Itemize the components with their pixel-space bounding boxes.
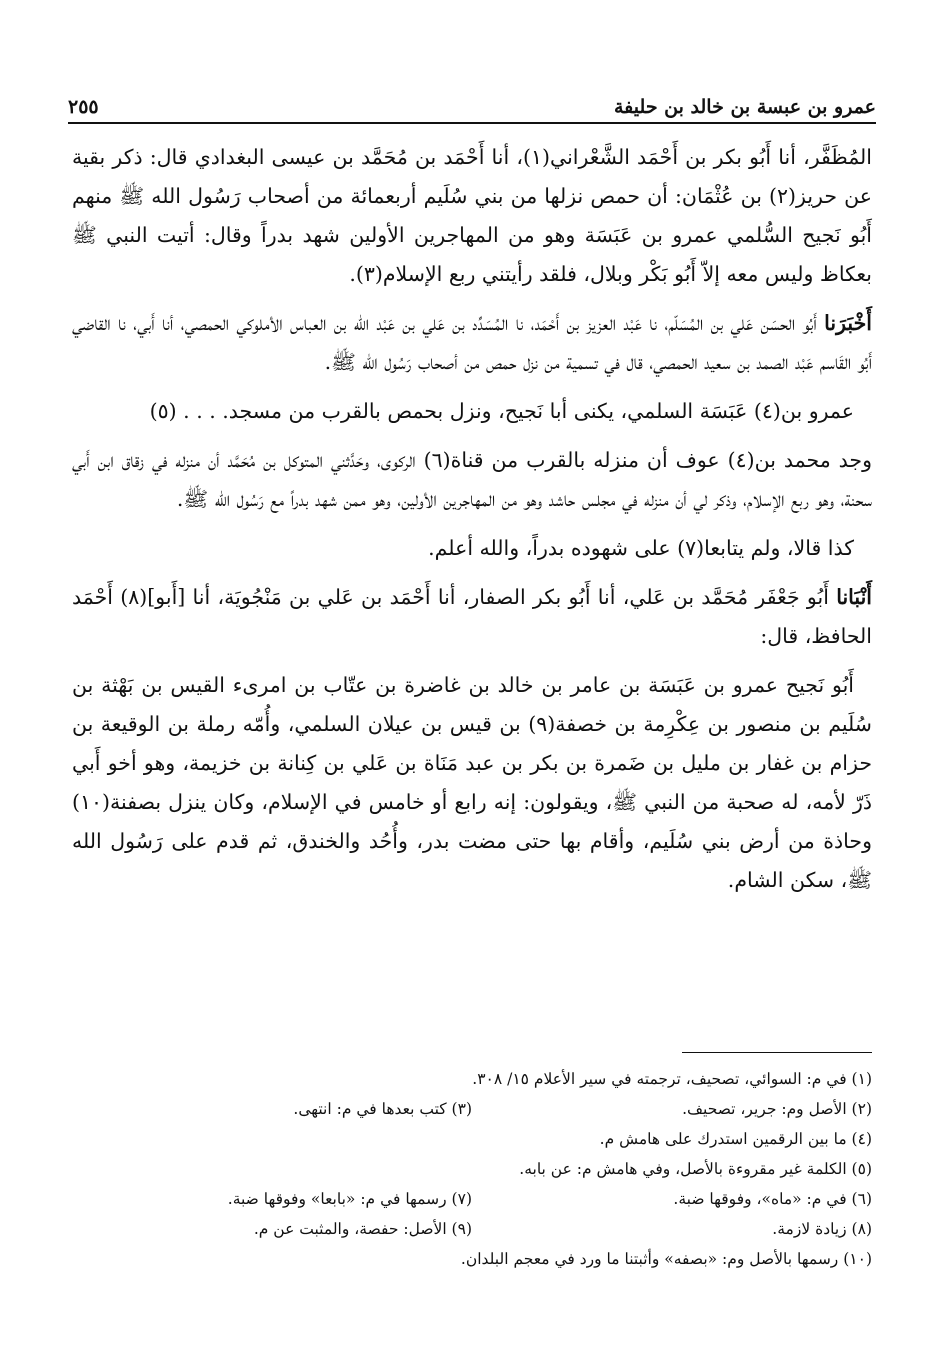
footnote-divider xyxy=(682,1052,872,1053)
main-text xyxy=(72,138,872,910)
footnote-6: (٦) في م: «ماه»، وفوقها ضبة. xyxy=(673,1190,872,1208)
paragraph-text: أَبُو الحسَن عَلي بن المُسَلّم، نا عَبْد العزيز بن أَحْمَد، نا المُسَدِّد بن عَلي بن عَبْد اللّه بن العباس الأملوكي الحمصي، أنا أَبي، نا القاضي أَبُو القَاسم عَبْد الصمد بن سعيد الحمصي، قال في تسمية من نزل حمص من أصحاب رَسُول الله ﷺ. xyxy=(72,311,872,374)
footnote-10: (١٠) رسمها بالأصل وم: «بصفه» وأثبتنا ما ورد في معجم البلدان. xyxy=(460,1250,872,1268)
paragraph-1 xyxy=(72,138,872,294)
paragraph-lead: أَخْبَرَنا xyxy=(824,311,872,335)
footnote-1: (١) في م: السوائي، تصحيف، ترجمته في سير الأعلام ١٥/ ٣٠٨. xyxy=(472,1070,872,1088)
paragraph-lead: أَنْبَانا xyxy=(836,585,872,609)
paragraph-7 xyxy=(72,666,872,900)
page-number: ٢٥٥ xyxy=(68,96,99,118)
paragraph-text: عمرو بن(٤) عَبَسَة السلمي، يكنى أبا نَجيح، ونزل بحمص بالقرب من مسجد. . . . (٥) xyxy=(149,399,854,423)
paragraph-text: وجد محمد بن(٤) عوف أن منزله بالقرب من قناة(٦) الركوى، وحَدَّثني المتوكل بن مُحَمَّد أن منزله في زقاق ابن أَبي سحنة، وهو ربع الإسلام، وذكر لي أن منزله في مجلس حاشد وهو من المهاجرين الأولين، وهو ممن شهد بدراً مع رَسُول الله ﷺ. xyxy=(72,448,872,511)
paragraph-text: أَبُو نَجيح عمرو بن عَبَسَة بن عامر بن خالد بن غاضرة بن عتّاب بن امرىء القيس بن بَهْثة بن سُلَيم بن منصور بن عِكْرِمة بن خصفة(٩) بن قيس بن عيلان السلمي، وأُمّه رملة بن الوقيعة بن حزام بن غفار بن مليل بن ضَمرة بن بكر بن عبد مَنَاة بن عَلي بن كِنانة بن خزيمة، وهو أخو أَبي ذَرّ لأمه، له صحبة من النبي ﷺ، ويقولون: إنه رابع أو خامس في الإسلام، وكان ينزل بصفنة(١٠) وحاذة من أرض بني سُلَيم، وأقام بها حتى مضت بدر، وأُحُد والخندق، ثم قدم على رَسُول الله ﷺ، سكن الشام. xyxy=(72,673,872,892)
paragraph-4 xyxy=(72,441,872,519)
running-header xyxy=(68,78,876,124)
footnote-row xyxy=(72,1094,872,1124)
paragraph-text: أَبُو جَعْفَر مُحَمَّد بن عَلي، أنا أَبُو بكر الصفار، أنا أَحْمَد بن عَلي بن مَنْجُويَة، أنا [أَبو](٨) أَحْمَد الحافظ، قال: xyxy=(72,585,872,648)
paragraph-text: المُظَفَّر، أنا أَبُو بكر بن أَحْمَد الشَّعْراني(١)، أنا أَحْمَد بن مُحَمَّد بن عيسى البغدادي قال: ذكر بقية عن حريز(٢) بن عُثْمَان: أن حمص نزلها من بني سُلَيم أربعمائة من أصحاب رَسُول الله ﷺ منهم أَبُو نَجيح السُّلمي عمرو بن عَبَسَة وهو من المهاجرين الأولين شهد بدراً وقال: أتيت النبي ﷺ بعكاظ وليس معه إلاّ أَبُو بَكْر وبلال، فلقد رأيتني ربع الإسلام(٣). xyxy=(72,145,872,286)
footnote-2: (٢) الأصل وم: جرير، تصحيف. xyxy=(682,1100,872,1118)
footnote-8: (٨) زيادة لازمة. xyxy=(772,1220,872,1238)
paragraph-3 xyxy=(72,392,872,431)
footnote-row xyxy=(72,1214,872,1244)
footnotes xyxy=(72,1064,872,1274)
paragraph-6 xyxy=(72,578,872,656)
footnote-5: (٥) الكلمة غير مقروءة بالأصل، وفي هامش م: عن بابه. xyxy=(519,1160,872,1178)
paragraph-text: كذا قالا، ولم يتابعا(٧) على شهوده بدراً، والله أعلم. xyxy=(428,536,854,560)
footnote-4: (٤) ما بين الرقمين استدرك على هامش م. xyxy=(599,1130,872,1148)
paragraph-2 xyxy=(72,304,872,382)
footnote-9: (٩) الأصل: حفصة، والمثبت عن م. xyxy=(253,1220,472,1238)
footnote-row xyxy=(72,1184,872,1214)
footnote-3: (٣) كتب بعدها في م: انتهى. xyxy=(293,1100,472,1118)
header-title: عمرو بن عبسة بن خالد بن حليفة xyxy=(614,96,876,118)
footnote-7: (٧) رسمها في م: «بابعا» وفوقها ضبة. xyxy=(227,1190,472,1208)
paragraph-5 xyxy=(72,529,872,568)
